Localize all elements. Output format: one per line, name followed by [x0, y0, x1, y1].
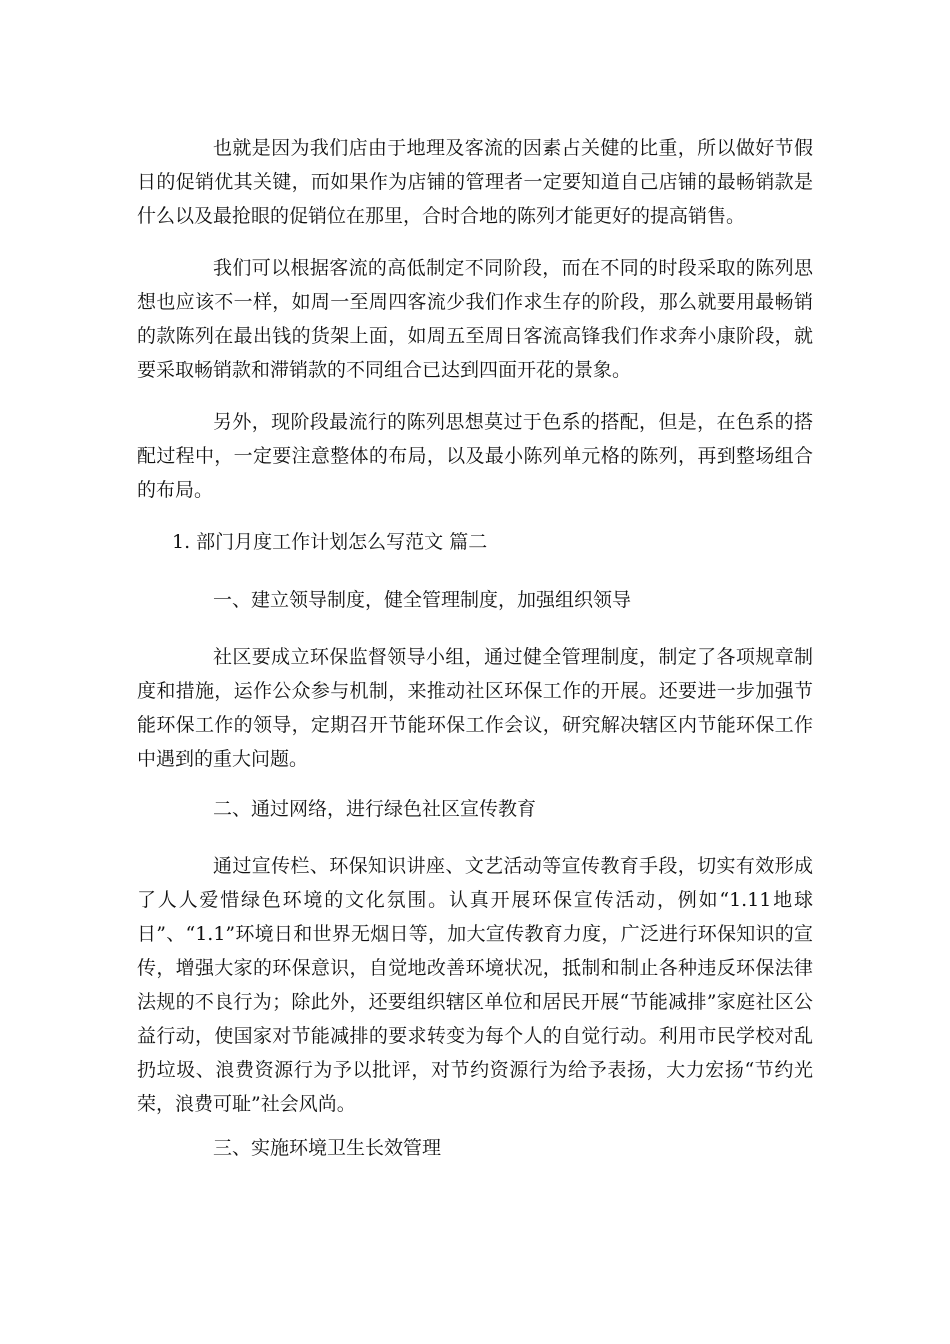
paragraph-promotion-importance: 也就是因为我们店由于地理及客流的因素占关健的比重，所以做好节假日的促销优其关键，而如果作为店铺的管理者一定要知道自己店铺的最畅销款是什么以及最抢眼的促销位在那里，合时合地的陈列才能更好的提高销售。	[137, 137, 813, 227]
heading-leadership-system: 一、建立领导制度，健全管理制度，加强组织领导	[213, 589, 632, 611]
heading-sanitation-management: 三、实施环境卫生长效管理	[213, 1137, 442, 1159]
paragraph-leadership-system: 社区要成立环保监督领导小组，通过健全管理制度，制定了各项规章制度和措施，运作公众参与机制，来推动社区环保工作的开展。还要进一步加强节能环保工作的领导，定期召开节能环保工作会议，研究解决辖区内节能环保工作中遇到的重大问题。	[137, 646, 813, 770]
section-title: 1. 部门月度工作计划怎么写范文 篇二	[172, 531, 488, 553]
paragraph-green-community-education: 通过宣传栏、环保知识讲座、文艺活动等宣传教育手段，切实有效形成了人人爱惜绿色环境的文化氛围。认真开展环保宣传活动，例如“1.11地球日”、“1.1”环境日和世界无烟日等，加大宣传教育力度，广泛进行环保知识的宣传，增强大家的环保意识，自觉地改善环境状况，抵制和制止各种违反环保法律法规的不良行为；除此外，还要组织辖区单位和居民开展“节能减排”家庭社区公益行动，使国家对节能减排的要求转变为每个人的自觉行动。利用市民学校对乱扔垃圾、浪费资源行为予以批评，对节约资源行为给予表扬，大力宏扬“节约光荣，浪费可耻”社会风尚。	[137, 855, 813, 1115]
paragraph-color-coordination: 另外，现阶段最流行的陈列思想莫过于色系的搭配，但是，在色系的搭配过程中，一定要注意整体的布局，以及最小陈列单元格的陈列，再到整场组合的布局。	[137, 411, 813, 501]
paragraph-display-by-traffic: 我们可以根据客流的高低制定不同阶段，而在不同的时段采取的陈列思想也应该不一样，如周一至周四客流少我们作求生存的阶段，那么就要用最畅销的款陈列在最出钱的货架上面，如周五至周日客流高锋我们作求奔小康阶段，就要采取畅销款和滞销款的不同组合已达到四面开花的景象。	[137, 257, 813, 381]
heading-green-community-education: 二、通过网络，进行绿色社区宣传教育	[213, 798, 537, 820]
